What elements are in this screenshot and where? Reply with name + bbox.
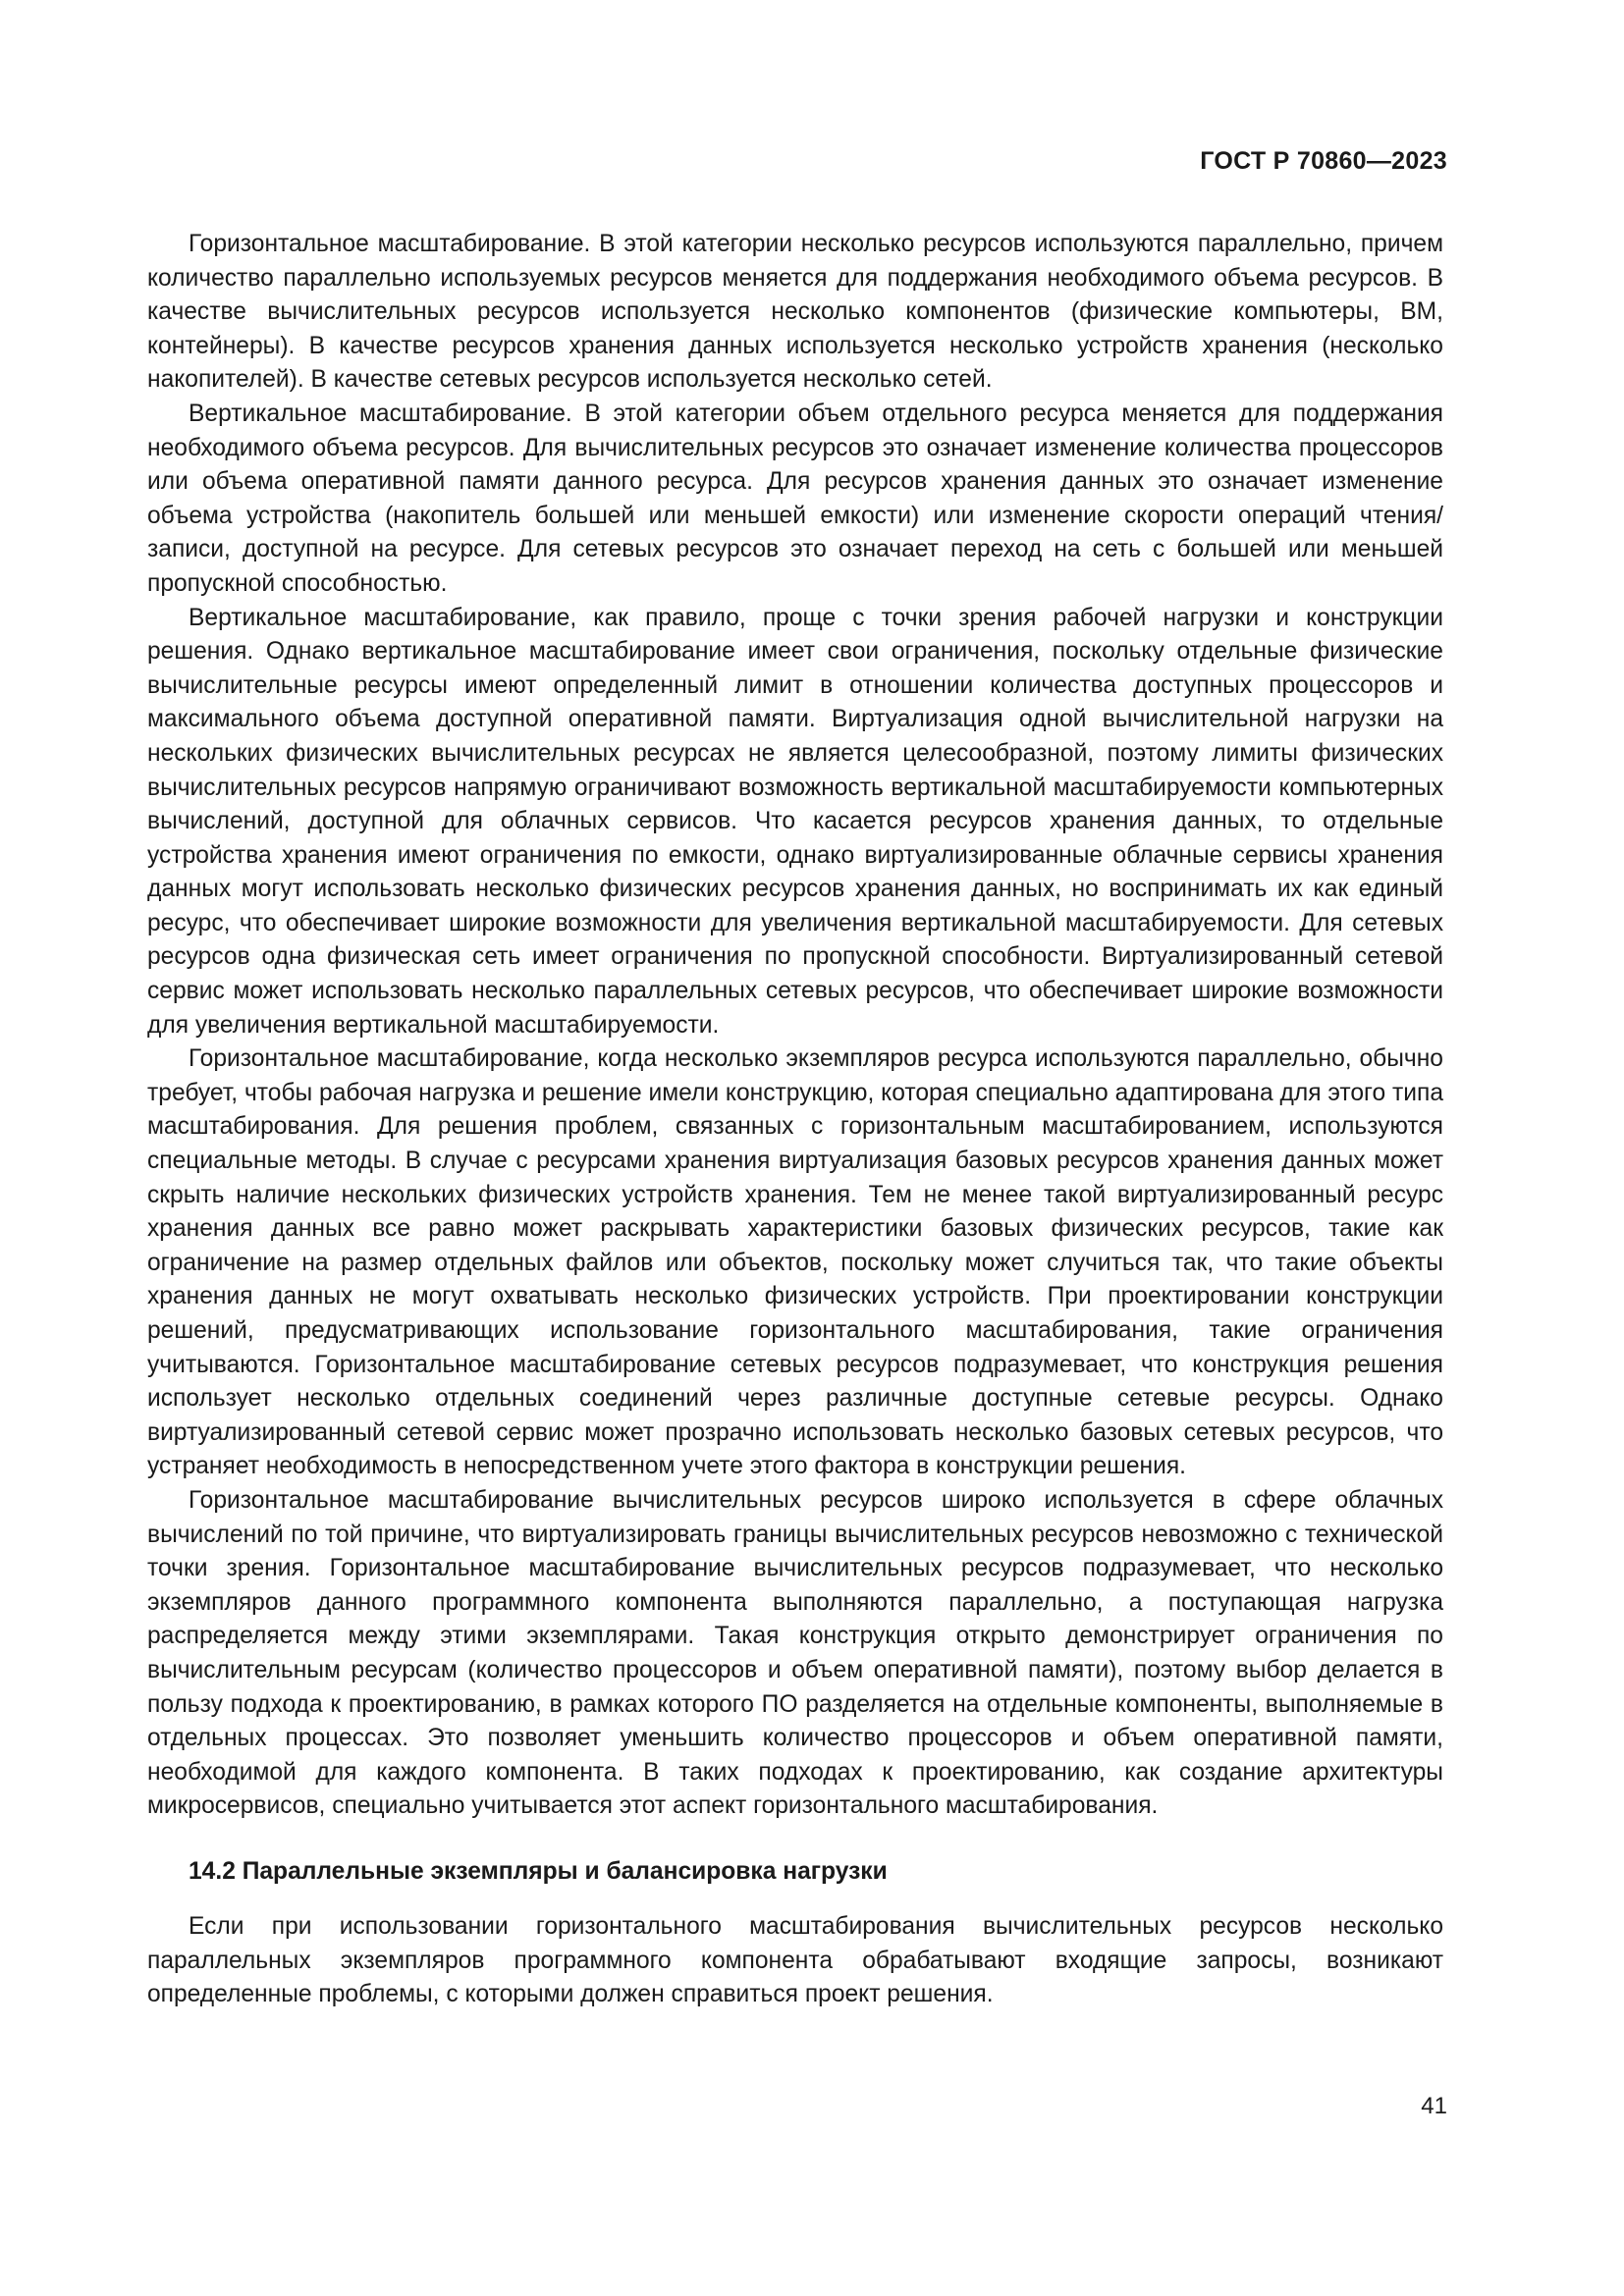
document-code: ГОСТ Р 70860—2023 <box>1200 147 1447 175</box>
paragraph: Если при использовании горизонтального масштабирования вычислительных ресурсов несколько параллельных экземпляров программного компонента обрабатывают входящие запросы, возникают определенные проблемы, с которыми должен справиться проект решения. <box>147 1912 1443 2008</box>
paragraph: Вертикальное масштабирование, как правило, проще с точки зрения рабочей нагрузки и конструкции решения. Однако вертикальное масштабирование имеет свои ограничения, поскольку отдельные физические вычислительные ресурсы имеют определенный лимит в отношении количества доступных процессоров и максимального объема доступной оперативной памяти. Виртуализация одной вычислительной нагрузки на нескольких физических вычислительных ресурсах не является целесообразной, поэтому лимиты физических вычислительных ресурсов напрямую ограничивают возможность вертикальной масштабируемости компьютерных вычислений, доступной для облачных сервисов. Что касается ресурсов хранения данных, то отдельные устройства хранения имеют ограничения по емкости, однако виртуализированные облачные сервисы хранения данных могут использовать несколько физических ресурсов хранения данных, но воспринимать их как единый ресурс, что обеспечивает широкие возможности для увеличения вертикальной масштабируемости. Для сетевых ресурсов одна физическая сеть имеет ограничения по пропускной способности. Виртуализированный сетевой сервис может использовать несколько параллельных сетевых ресурсов, что обеспечивает широкие возможности для увеличения вертикальной масштабируемости. <box>147 604 1443 1039</box>
section-heading: 14.2 Параллельные экземпляры и балансировка нагрузки <box>189 1857 888 1885</box>
paragraph: Горизонтальное масштабирование, когда несколько экземпляров ресурса используются параллельно, обычно требует, чтобы рабочая нагрузка и решение имели конструкцию, которая специально адаптирована для этого типа масштабирования. Для решения проблем, связанных с горизонтальным масштабированием, используются специальные методы. В случае с ресурсами хранения виртуализация базовых ресурсов хранения данных может скрыть наличие нескольких физических устройств хранения. Тем не менее такой виртуализированный ресурс хранения данных все равно может раскрывать характеристики базовых физических ресурсов, такие как ограничение на размер отдельных файлов или объектов, поскольку может случиться так, что такие объекты хранения данных не могут охватывать несколько физических устройств. При проектировании конструкции решений, предусматривающих использование горизонтального масштабирования, такие ограничения учитываются. Горизонтальное масштабирование сетевых ресурсов подразумевает, что конструкция решения использует несколько отдельных соединений через различные доступные сетевые ресурсы. Однако виртуализированный сетевой сервис может прозрачно использовать несколько базовых сетевых ресурсов, что устраняет необходимость в непосредственном учете этого фактора в конструкции решения. <box>147 1045 1443 1480</box>
page-body <box>147 228 1443 2012</box>
paragraph: Горизонтальное масштабирование вычислительных ресурсов широко используется в сфере облачных вычислений по той причине, что виртуализировать границы вычислительных ресурсов невозможно с технической точки зрения. Горизонтальное масштабирование вычислительных ресурсов подразумевает, что несколько экземпляров данного программного компонента выполняются параллельно, а поступающая нагрузка распределяется между этими экземплярами. Такая конструкция открыто демонстрирует ограничения по вычислительным ресурсам (количество процессоров и объем оперативной памяти), поэтому выбор делается в пользу подхода к проектированию, в рамках которого ПО разделяется на отдельные компоненты, выполняемые в отдельных процессах. Это позволяет уменьшить количество процессоров и объем оперативной памяти, необходимой для каждого компонента. В таких подходах к проектированию, как создание архитектуры микросервисов, специально учитывается этот аспект горизонтального масштабирования. <box>147 1486 1443 1820</box>
page-number: 41 <box>1421 2093 1447 2119</box>
paragraph: Горизонтальное масштабирование. В этой категории несколько ресурсов используются параллельно, причем количество параллельно используемых ресурсов меняется для поддержания необходимого объема ресурсов. В качестве вычислительных ресурсов используется несколько компонентов (физические компьютеры, ВМ, контейнеры). В качестве ресурсов хранения данных используется несколько устройств хранения (несколько накопителей). В качестве сетевых ресурсов используется несколько сетей. <box>147 231 1443 394</box>
paragraph: Вертикальное масштабирование. В этой категории объем отдельного ресурса меняется для поддержания необходимого объема ресурсов. Для вычислительных ресурсов это означает изменение количества процессоров или объема оперативной памяти данного ресурса. Для ресурсов хранения данных это означает изменение объема устройства (накопитель большей или меньшей емкости) или изменение скорости операций чтения/записи, доступной на ресурсе. Для сетевых ресурсов это означает переход на сеть с большей или меньшей пропускной способностью. <box>147 400 1443 597</box>
